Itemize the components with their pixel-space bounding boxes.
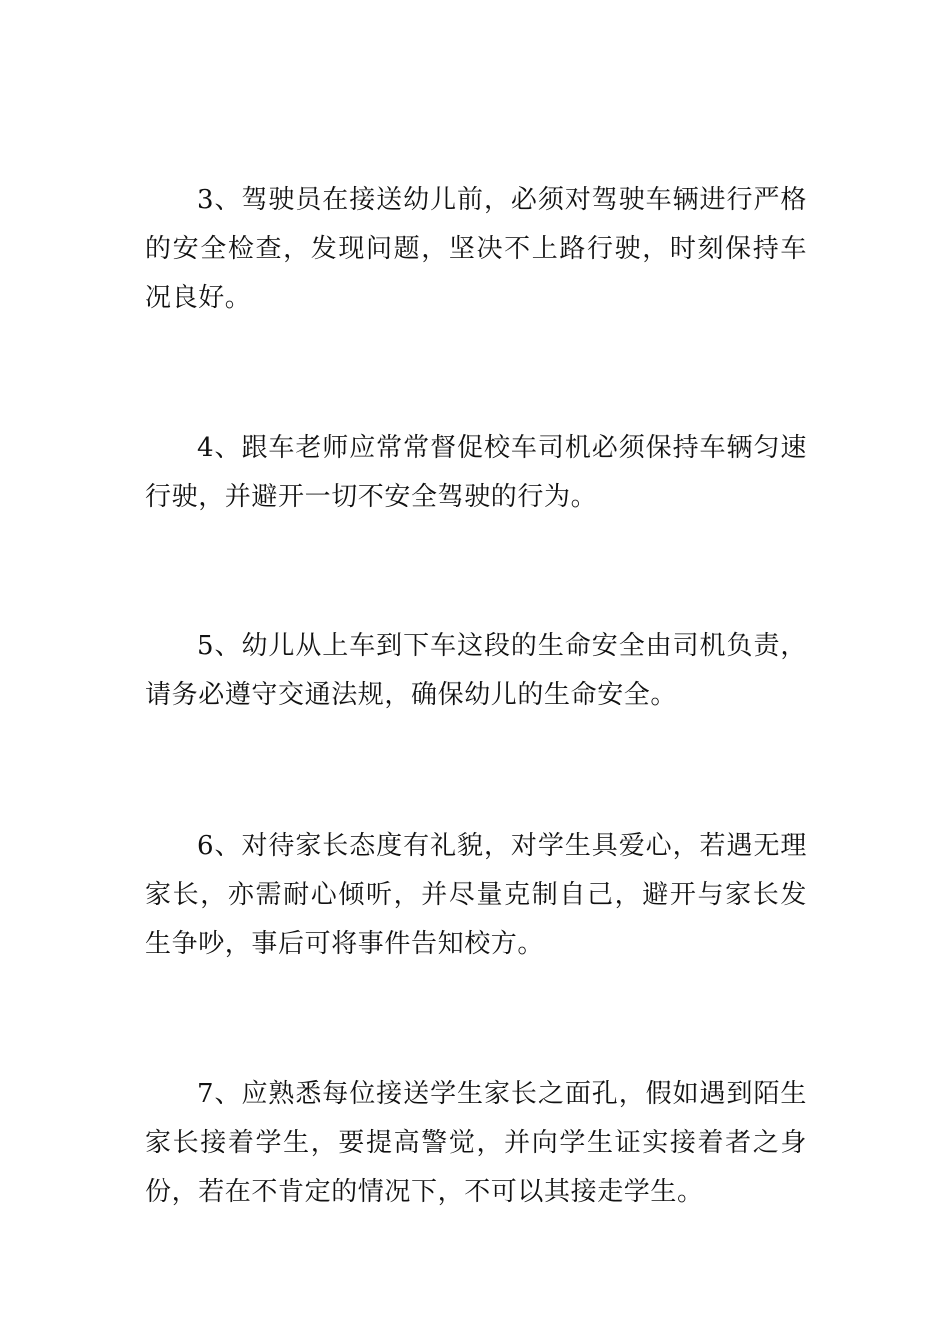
paragraph-rule-6: 6、对待家长态度有礼貌，对学生具爱心，若遇无理家长，亦需耐心倾听，并尽量克制自己，避开与家长发生争吵，事后可将事件告知校方。 <box>145 831 807 959</box>
paragraph-rule-5: 5、幼儿从上车到下车这段的生命安全由司机负责，请务必遵守交通法规，确保幼儿的生命安全。 <box>145 631 807 710</box>
paragraph-rule-3: 3、驾驶员在接送幼儿前，必须对驾驶车辆进行严格的安全检查，发现问题，坚决不上路行驶，时刻保持车况良好。 <box>145 185 807 313</box>
paragraph-rule-7: 7、应熟悉每位接送学生家长之面孔，假如遇到陌生家长接着学生，要提高警觉，并向学生证实接着者之身份，若在不肯定的情况下，不可以其接走学生。 <box>145 1079 807 1207</box>
paragraph-rule-4: 4、跟车老师应常常督促校车司机必须保持车辆匀速行驶，并避开一切不安全驾驶的行为。 <box>145 433 807 512</box>
